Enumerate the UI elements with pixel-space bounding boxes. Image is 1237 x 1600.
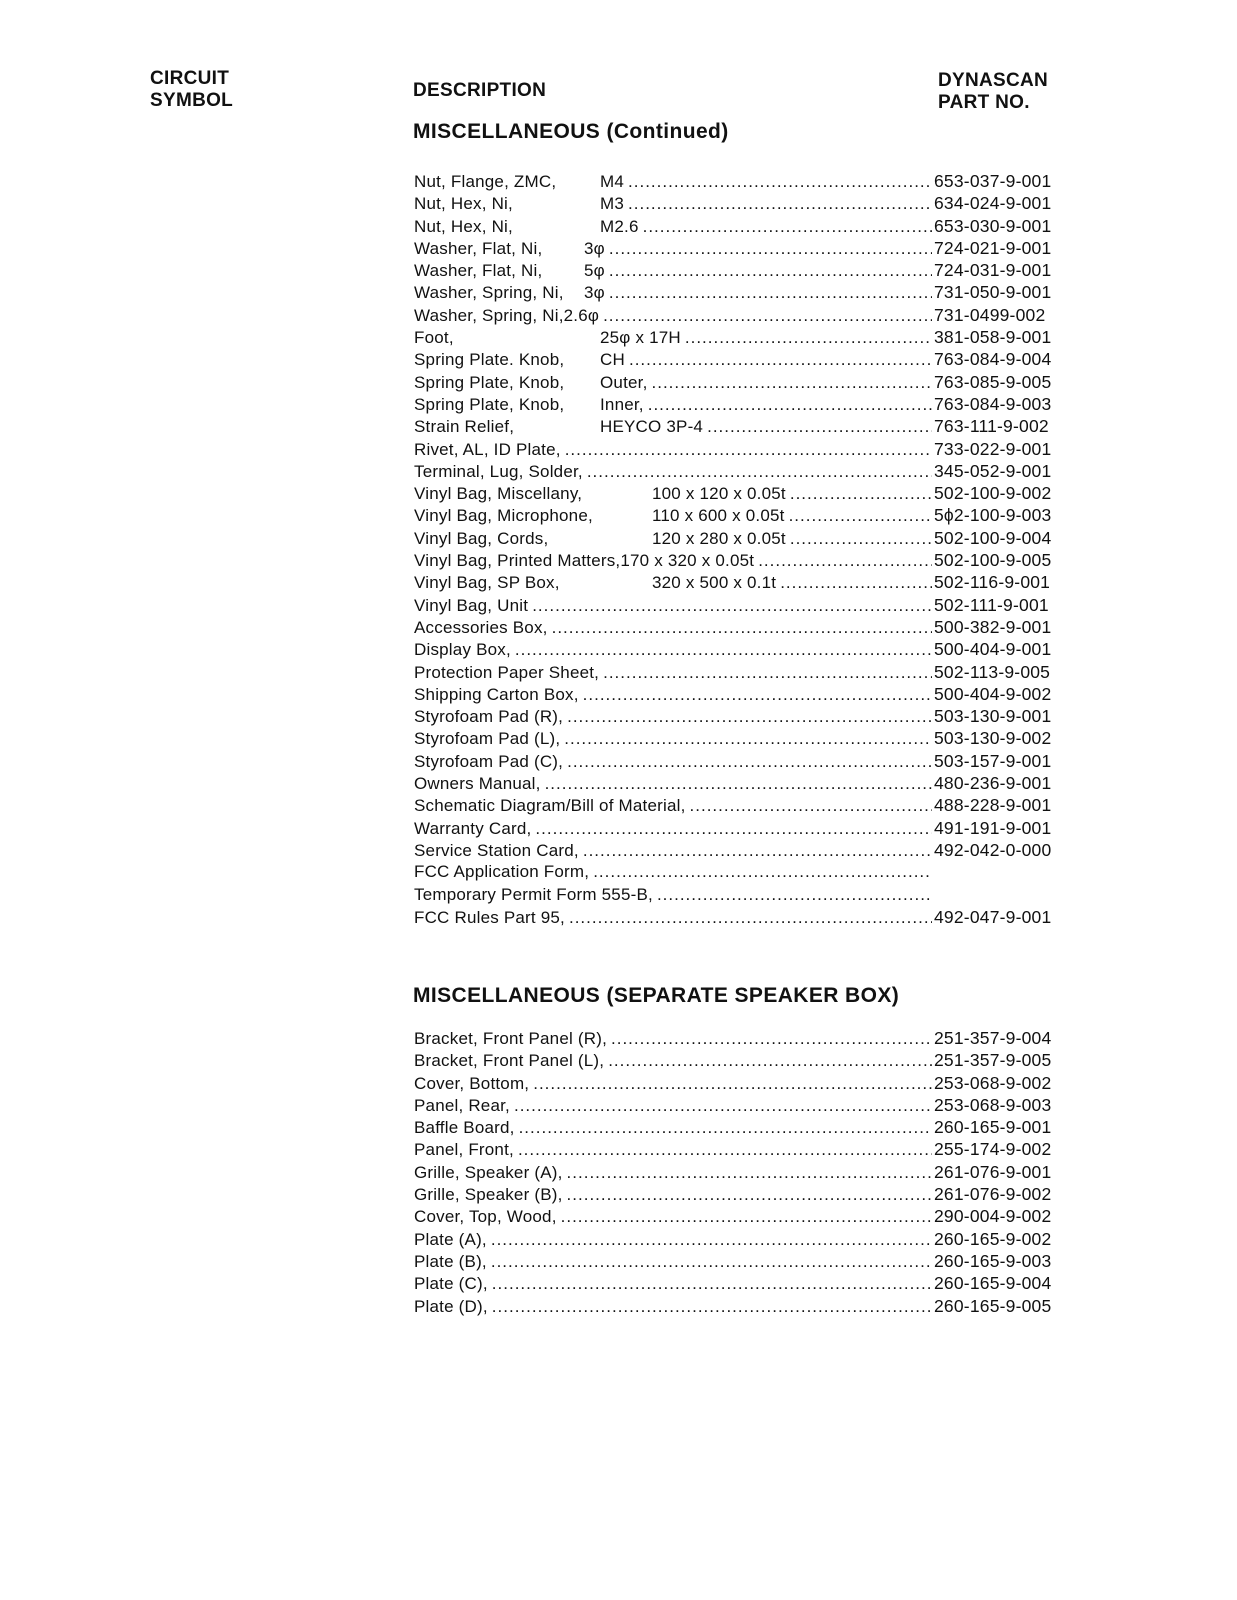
part-number: 253-068-9-002 <box>934 1072 1052 1093</box>
part-row <box>414 1183 1066 1205</box>
part-row <box>414 861 1066 883</box>
dot-leader <box>690 795 932 817</box>
dot-leader <box>561 1206 932 1228</box>
dot-leader <box>608 1050 932 1072</box>
part-row <box>414 482 1066 504</box>
part-description: Vinyl Bag, Cords, <box>414 528 549 548</box>
dot-leader <box>564 728 932 750</box>
dot-leader <box>609 260 932 282</box>
part-number: 733-022-9-001 <box>934 438 1052 459</box>
dot-leader <box>552 617 932 639</box>
part-description: Panel, Front, <box>414 1140 514 1160</box>
dot-leader <box>518 1139 932 1161</box>
part-number: 502-111-9-001 <box>934 594 1049 615</box>
part-row <box>414 1295 1066 1317</box>
part-description: FCC Rules Part 95, <box>414 907 565 927</box>
part-description: Shipping Carton Box, <box>414 684 579 704</box>
dot-leader <box>567 706 932 728</box>
dot-leader <box>657 884 932 906</box>
part-row <box>414 348 1066 370</box>
part-row <box>414 1138 1066 1160</box>
part-number-header <box>938 70 1048 114</box>
part-description: Baffle Board, <box>414 1118 515 1138</box>
part-description: Service Station Card, <box>414 840 579 860</box>
dot-leader <box>609 282 932 304</box>
part-number: 253-068-9-003 <box>934 1094 1052 1115</box>
part-row <box>414 1161 1066 1183</box>
part-row <box>414 1027 1066 1049</box>
part-description: Protection Paper Sheet, <box>414 662 600 682</box>
part-number: 261-076-9-001 <box>934 1161 1052 1182</box>
part-row <box>414 1072 1066 1094</box>
part-description: Foot, <box>414 328 454 348</box>
part-description: Schematic Diagram/Bill of Material, <box>414 796 686 816</box>
part-description: Temporary Permit Form 555-B, <box>414 884 653 904</box>
part-row <box>414 750 1066 772</box>
part-description: FCC Application Form, <box>414 862 590 882</box>
part-description: Grille, Speaker (A), <box>414 1162 563 1182</box>
part-row <box>414 705 1066 727</box>
part-row <box>414 438 1066 460</box>
part-spec: M2.6 <box>600 216 639 236</box>
part-row <box>414 192 1066 214</box>
part-row <box>414 884 1066 906</box>
dot-leader <box>789 505 932 527</box>
part-row <box>414 460 1066 482</box>
part-number: 492-042-0-000 <box>934 839 1052 860</box>
part-row <box>414 371 1066 393</box>
part-number: 290-004-9-002 <box>934 1206 1052 1227</box>
part-number: 260-165-9-003 <box>934 1250 1052 1271</box>
part-row <box>414 661 1066 683</box>
part-number: 255-174-9-002 <box>934 1139 1052 1160</box>
dot-leader <box>707 416 932 438</box>
dot-leader <box>587 461 932 483</box>
part-description: Plate (B), <box>414 1251 487 1271</box>
dot-leader <box>643 216 932 238</box>
circuit-symbol-header-line: CIRCUIT <box>150 68 230 89</box>
part-spec: 120 x 280 x 0.05t <box>652 528 786 548</box>
part-row <box>414 1094 1066 1116</box>
part-description: Spring Plate. Knob, <box>414 350 565 370</box>
part-description: Vinyl Bag, SP Box, <box>414 573 560 593</box>
part-row <box>414 817 1066 839</box>
part-number: 381-058-9-001 <box>934 327 1052 348</box>
part-number: 251-357-9-005 <box>934 1050 1052 1071</box>
part-row <box>414 415 1066 437</box>
description-header: DESCRIPTION <box>413 80 547 101</box>
part-description: Vinyl Bag, Printed Matters,170 x 320 x 0.05t <box>414 551 755 571</box>
part-description: Plate (A), <box>414 1229 487 1249</box>
part-spec: Outer, <box>600 372 648 392</box>
part-row <box>414 170 1066 192</box>
part-number: 763-084-9-003 <box>934 393 1052 414</box>
part-number-header-line: DYNASCAN <box>938 70 1049 91</box>
part-spec: M3 <box>600 194 625 214</box>
part-description: Plate (D), <box>414 1296 488 1316</box>
part-row <box>414 304 1066 326</box>
part-spec: HEYCO 3P-4 <box>600 417 704 437</box>
part-row <box>414 281 1066 303</box>
part-row <box>414 549 1066 571</box>
dot-leader <box>491 1229 932 1251</box>
dot-leader <box>567 751 932 773</box>
part-number: 488-228-9-001 <box>934 795 1052 816</box>
part-number: 345-052-9-001 <box>934 460 1052 481</box>
part-row <box>414 594 1066 616</box>
part-number: 763-084-9-004 <box>934 349 1052 370</box>
dot-leader <box>492 1273 932 1295</box>
dot-leader <box>532 595 932 617</box>
dot-leader <box>685 327 932 349</box>
part-spec: 5φ <box>584 261 605 281</box>
part-description: Vinyl Bag, Miscellany, <box>414 484 583 504</box>
part-number: 500-404-9-002 <box>934 683 1052 704</box>
part-row <box>414 772 1066 794</box>
part-spec: 110 x 600 x 0.05t <box>652 506 785 526</box>
part-description: Cover, Top, Wood, <box>414 1207 557 1227</box>
part-spec: M4 <box>600 172 625 191</box>
part-row <box>414 237 1066 259</box>
circuit-symbol-header-line: SYMBOL <box>150 90 234 111</box>
part-number: 502-113-9-005 <box>934 661 1051 682</box>
part-number: 724-031-9-001 <box>934 260 1052 281</box>
dot-leader <box>515 639 932 661</box>
part-row <box>414 259 1066 281</box>
dot-leader <box>603 662 932 684</box>
part-description: Accessories Box, <box>414 617 548 637</box>
part-number: 653-030-9-001 <box>934 215 1052 236</box>
part-number: 261-076-9-002 <box>934 1184 1052 1205</box>
part-row <box>414 1272 1066 1294</box>
part-description: Plate (C), <box>414 1274 488 1294</box>
part-spec: 3φ <box>584 238 605 258</box>
dot-leader <box>609 238 932 260</box>
dot-leader <box>491 1251 932 1273</box>
part-row <box>414 393 1066 415</box>
part-row <box>414 527 1066 549</box>
parts-list-speaker-box <box>414 1027 1066 1317</box>
part-description: Terminal, Lug, Solder, <box>414 461 583 481</box>
part-row <box>414 1250 1066 1272</box>
part-description: Spring Plate, Knob, <box>414 394 565 414</box>
part-description: Washer, Spring, Ni, <box>414 283 564 303</box>
dot-leader <box>567 1162 932 1184</box>
dot-leader <box>583 840 932 862</box>
part-row <box>414 504 1066 526</box>
dot-leader <box>790 483 932 505</box>
part-row <box>414 1116 1066 1138</box>
part-number-header-line: PART NO. <box>938 92 1030 113</box>
section-title-miscellaneous-continued: MISCELLANEOUS (Continued) <box>413 120 729 143</box>
part-number: 502-100-9-002 <box>934 483 1052 504</box>
dot-leader <box>545 773 932 795</box>
part-row <box>414 727 1066 749</box>
part-row <box>414 794 1066 816</box>
part-description: Styrofoam Pad (L), <box>414 729 561 749</box>
part-row <box>414 906 1066 928</box>
dot-leader <box>790 528 932 550</box>
dot-leader <box>514 1095 932 1117</box>
part-description: Strain Relief, <box>414 417 515 437</box>
part-spec: 320 x 500 x 0.1t <box>652 573 777 593</box>
part-number: 260-165-9-004 <box>934 1273 1052 1294</box>
part-description: Styrofoam Pad (R), <box>414 707 564 727</box>
part-number: 634-024-9-001 <box>934 193 1052 214</box>
part-description: Washer, Flat, Ni, <box>414 261 543 281</box>
part-number: 503-130-9-001 <box>934 706 1052 727</box>
part-number: 251-357-9-004 <box>934 1028 1052 1048</box>
part-description: Rivet, AL, ID Plate, <box>414 439 561 459</box>
part-number: 502-100-9-005 <box>934 550 1052 571</box>
dot-leader <box>492 1296 932 1318</box>
dot-leader <box>519 1117 932 1139</box>
part-spec: 25φ x 17H <box>600 328 681 348</box>
part-row <box>414 1205 1066 1227</box>
dot-leader <box>569 907 932 929</box>
part-number: 763-111-9-002 <box>934 416 1049 437</box>
part-spec: Inner, <box>600 394 644 414</box>
dot-leader <box>593 861 932 883</box>
dot-leader <box>628 171 932 193</box>
part-number: 503-157-9-001 <box>934 750 1052 771</box>
part-number: 491-191-9-001 <box>934 817 1052 838</box>
dot-leader <box>567 1184 932 1206</box>
part-description: Washer, Flat, Ni, <box>414 238 543 258</box>
dot-leader <box>565 439 932 461</box>
part-row <box>414 326 1066 348</box>
part-number: 503-130-9-002 <box>934 728 1052 749</box>
part-description: Vinyl Bag, Microphone, <box>414 506 593 526</box>
part-row <box>414 215 1066 237</box>
part-number: 731-0499-002 <box>934 304 1046 325</box>
part-row <box>414 616 1066 638</box>
part-description: Owners Manual, <box>414 774 541 794</box>
dot-leader <box>603 305 932 327</box>
part-description: Bracket, Front Panel (L), <box>414 1051 605 1071</box>
part-number: 500-382-9-001 <box>934 616 1052 637</box>
dot-leader <box>648 394 932 416</box>
dot-leader <box>758 550 932 572</box>
part-row <box>414 1049 1066 1071</box>
dot-leader <box>533 1073 932 1095</box>
part-number: 500-404-9-001 <box>934 639 1052 660</box>
part-number: 502-100-9-004 <box>934 527 1052 548</box>
section-title-separate-speaker-box: MISCELLANEOUS (SEPARATE SPEAKER BOX) <box>413 984 900 1007</box>
part-description: Warranty Card, <box>414 818 532 838</box>
part-number: 502-116-9-001 <box>934 572 1051 593</box>
part-description: Cover, Bottom, <box>414 1073 530 1093</box>
part-row <box>414 638 1066 660</box>
part-row <box>414 839 1066 861</box>
parts-list-miscellaneous <box>414 170 1066 928</box>
dot-leader <box>652 372 932 394</box>
part-number: 731-050-9-001 <box>934 282 1052 303</box>
part-number: 480-236-9-001 <box>934 773 1052 794</box>
part-description: Display Box, <box>414 640 511 660</box>
part-description: Panel, Rear, <box>414 1095 510 1115</box>
part-description: Nut, Flange, ZMC, <box>414 172 557 191</box>
dot-leader <box>535 818 932 840</box>
part-description: Grille, Speaker (B), <box>414 1185 563 1205</box>
part-description: Washer, Spring, Ni,2.6φ <box>414 305 600 325</box>
dot-leader <box>628 193 932 215</box>
part-description: Styrofoam Pad (C), <box>414 751 564 771</box>
part-description: Vinyl Bag, Unit <box>414 595 529 615</box>
part-description: Bracket, Front Panel (R), <box>414 1029 608 1048</box>
part-row <box>414 1228 1066 1250</box>
part-spec: CH <box>600 350 625 370</box>
part-row <box>414 683 1066 705</box>
circuit-symbol-header <box>150 68 233 112</box>
part-number: 260-165-9-005 <box>934 1295 1052 1316</box>
part-description: Spring Plate, Knob, <box>414 372 565 392</box>
part-number: 653-037-9-001 <box>934 171 1052 191</box>
dot-leader <box>629 349 932 371</box>
part-row <box>414 571 1066 593</box>
part-spec: 3φ <box>584 283 605 303</box>
part-description: Nut, Hex, Ni, <box>414 216 513 236</box>
dot-leader <box>611 1028 932 1050</box>
part-description: Nut, Hex, Ni, <box>414 194 513 214</box>
dot-leader <box>780 572 932 594</box>
part-number: 763-085-9-005 <box>934 371 1052 392</box>
part-number: 5ϕ2-100-9-003 <box>934 505 1052 526</box>
part-number: 724-021-9-001 <box>934 237 1052 258</box>
part-number: 260-165-9-001 <box>934 1117 1052 1138</box>
part-number: 492-047-9-001 <box>934 906 1052 927</box>
part-spec: 100 x 120 x 0.05t <box>652 484 786 504</box>
dot-leader <box>583 684 932 706</box>
part-number: 260-165-9-002 <box>934 1228 1052 1249</box>
